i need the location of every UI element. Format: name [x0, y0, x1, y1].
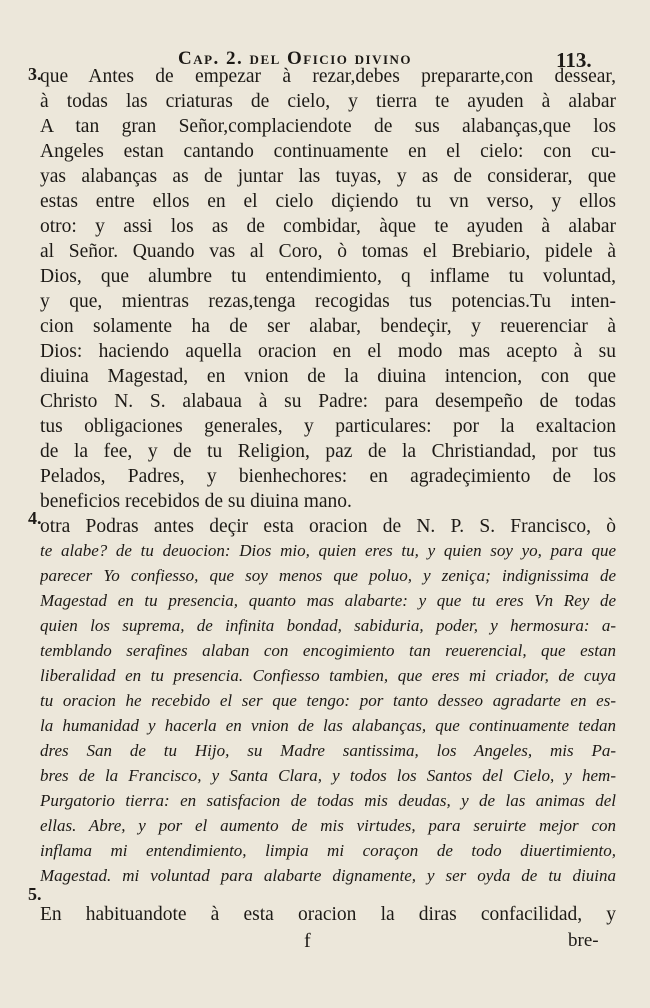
text-line: de la fee, y de tu Religion, paz de la Christiandad, por tus	[40, 441, 616, 462]
text-line: A tan gran Señor,complaciendote de sus alabanças,que los	[40, 116, 616, 137]
catchword: bre-	[568, 930, 599, 951]
prayer-line: te alabe? de tu deuocion: Dios mio, quien eres tu, y quien soy yo, para que	[40, 541, 616, 560]
text-line: Dios, que alumbre tu entendimiento, q inflame tu voluntad,	[40, 266, 616, 287]
text-line: En habituandote à esta oracion la diras confacilidad, y	[40, 904, 616, 925]
paragraph-number: 5.	[28, 884, 42, 904]
prayer-line: tu oracion he recebido el ser que tengo: por tanto desseo agradarte en es-	[40, 691, 616, 710]
signature-mark: f	[304, 930, 311, 952]
prayer-line: ellas. Abre, y por el aumento de mis virtudes, para seruirte mejor con	[40, 816, 616, 835]
text-line: Pelados, Padres, y bienhechores: en agradeçimiento de los	[40, 466, 616, 487]
text-line: Dios: haciendo aquella oracion en el modo mas acepto à su	[40, 341, 616, 362]
text-line: que Antes de empezar à rezar,debes prepararte,con dessear,	[40, 66, 616, 87]
text-line: tus obligaciones generales, y particulares: por la exaltacion	[40, 416, 616, 437]
prayer-line: dres San de tu Hijo, su Madre santissima, los Angeles, mis Pa-	[40, 741, 616, 760]
page-number: 113.	[556, 48, 592, 72]
paragraph-number: 3.	[28, 64, 42, 84]
prayer-line: parecer Yo confiesso, que soy menos que poluo, y zeniça; indignissima de	[40, 566, 616, 585]
text-line: beneficios recebidos de su diuina mano.	[40, 491, 352, 512]
paragraph-number: 4.	[28, 508, 42, 528]
page-footer	[0, 930, 650, 960]
text-line: estas entre ellos en el cielo diçiendo tu vn verso, y ellos	[40, 191, 616, 212]
text-line: y que, mientras rezas,tenga recogidas tus potencias.Tu inten-	[40, 291, 616, 312]
text-line: yas alabanças as de juntar las tuyas, y as de considerar, que	[40, 166, 616, 187]
text-line: Christo N. S. alabaua à su Padre: para desempeño de todas	[40, 391, 616, 412]
prayer-line: Magestad. mi voluntad para alabarte dignamente, y ser oyda de tu diuina	[40, 866, 616, 885]
text-line: otro: y assi los as de combidar, àque te ayuden à alabar	[40, 216, 616, 237]
text-line: al Señor. Quando vas al Coro, ò tomas el Brebiario, pidele à	[40, 241, 616, 262]
text-line: cion solamente ha de ser alabar, bendeçir, y reuerenciar à	[40, 316, 616, 337]
prayer-line: inflama mi entendimiento, limpia mi coraçon de todo diuertimiento,	[40, 841, 616, 860]
text-line: à todas las criaturas de cielo, y tierra te ayuden à alabar	[40, 91, 616, 112]
prayer-line: Magestad en tu presencia, quanto mas alabarte: y que tu eres Vn Rey de	[40, 591, 616, 610]
text-line: diuina Magestad, en vnion de la diuina intencion, con que	[40, 366, 616, 387]
text-line: otra Podras antes deçir esta oracion de N. P. S. Francisco, ò	[40, 516, 616, 537]
chapter-title: Cap. 2. del Oficio divino	[178, 48, 413, 69]
prayer-line: temblando serafines alaban con encogimiento tan reuerencial, que estan	[40, 641, 616, 660]
prayer-line: la humanidad y hacerla en vnion de las alabanças, que continuamente tedan	[40, 716, 616, 735]
prayer-line: quien los suprema, de infinita bondad, sabiduria, poder, y hermosura: a-	[40, 616, 616, 635]
prayer-line: liberalidad en tu presencia. Confiesso tambien, que eres mi criador, de cuya	[40, 666, 616, 685]
prayer-line: Purgatorio tierra: en satisfacion de todas mis deudas, y de las animas del	[40, 791, 616, 810]
text-line: Angeles estan cantando continuamente en el cielo: con cu-	[40, 141, 616, 162]
prayer-line: bres de la Francisco, y Santa Clara, y todos los Santos del Cielo, y hem-	[40, 766, 616, 785]
